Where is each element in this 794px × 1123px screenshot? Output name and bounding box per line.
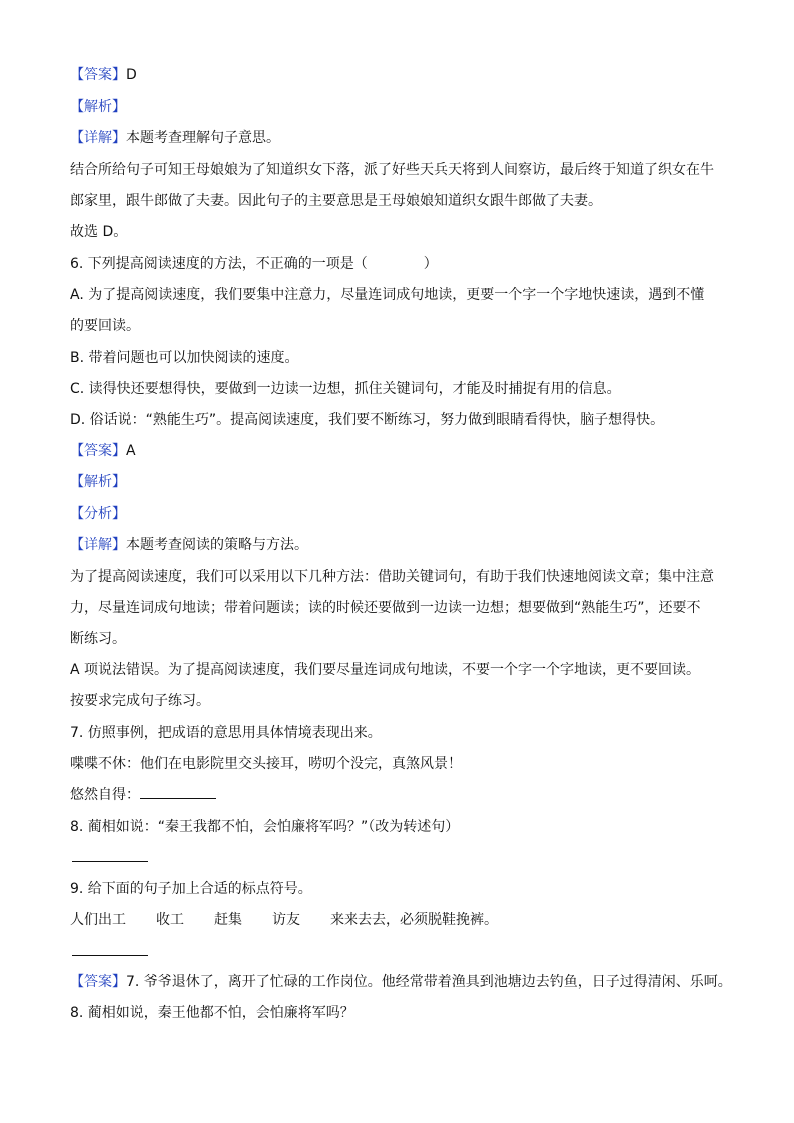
answer-tag: 【答案】 [70, 443, 126, 459]
q9-question: 9. 给下面的句子加上合适的标点符号。 [70, 881, 312, 897]
q6-analysis-tag [70, 473, 126, 491]
q8-answer-blank[interactable] [72, 861, 148, 862]
q6-option-b: B. 带着问题也可以加快阅读的速度。 [70, 350, 299, 366]
q6-question: 6. 下列提高阅读速度的方法，不正确的一项是（ ） [70, 256, 438, 272]
q6-answer-line [70, 442, 136, 460]
q5-paragraph-2: 郎家里，跟牛郎做了夫妻。因此句子的主要意思是王母娘娘知道织女跟牛郎做了夫妻。 [70, 193, 602, 209]
q8-question: 8. 蔺相如说：“秦王我都不怕，会怕廉将军吗？”（改为转述句） [70, 819, 460, 835]
q5-analysis-tag [70, 98, 126, 116]
answers-7-8-line [70, 973, 732, 991]
q9-word: 访友 [272, 912, 300, 928]
section-instruction: 按要求完成句子练习。 [70, 693, 210, 709]
fenxi-tag: 【分析】 [70, 506, 126, 522]
answer-tag: 【答案】 [70, 974, 126, 990]
q6-detail-line [70, 536, 308, 554]
q9-word: 赶集 [214, 912, 242, 928]
answer-8: 8. 蔺相如说，秦王他都不怕，会怕廉将军吗？ [70, 1005, 354, 1021]
q9-sentence [70, 911, 498, 929]
analysis-tag: 【解析】 [70, 99, 126, 115]
answer-7: 7. 爷爷退休了，离开了忙碌的工作岗位。他经常带着渔具到池塘边去钓鱼，日子过得清闲、乐呵。 [126, 974, 732, 990]
q6-option-d: D. 俗话说：“熟能生巧”。提高阅读速度，我们要不断练习，努力做到眼睛看得快，脑子想得快。 [70, 412, 665, 428]
analysis-tag: 【解析】 [70, 474, 126, 490]
q6-fenxi-tag [70, 505, 126, 523]
q9-word: 人们出工 [70, 912, 126, 928]
q7-task: 悠然自得： [70, 787, 140, 803]
answer-tag: 【答案】 [70, 67, 126, 83]
detail-tag: 【详解】 [70, 537, 126, 553]
q5-answer-line [70, 66, 137, 84]
q6-paragraph-3: 断练习。 [70, 631, 126, 647]
answer-value: D [126, 67, 137, 83]
q5-paragraph-1: 结合所给句子可知王母娘娘为了知道织女下落，派了好些天兵天将到人间察访，最后终于知道了织女在牛 [70, 162, 714, 178]
q5-paragraph-3: 故选 D。 [70, 224, 128, 240]
detail-tag: 【详解】 [70, 130, 126, 146]
q7-example: 喋喋不休：他们在电影院里交头接耳，唠叨个没完，真煞风景！ [70, 756, 462, 772]
q6-option-c: C. 读得快还要想得快，要做到一边读一边想，抓住关键词句，才能及时捕捉有用的信息。 [70, 381, 621, 397]
detail-text: 本题考查理解句子意思。 [126, 130, 280, 146]
q6-paragraph-4: A 项说法错误。为了提高阅读速度，我们要尽量连词成句地读，不要一个字一个字地读，更不要回读。 [70, 662, 701, 678]
q6-paragraph-1: 为了提高阅读速度，我们可以采用以下几种方法：借助关键词句，有助于我们快速地阅读文章；集中注意 [70, 569, 714, 585]
detail-text: 本题考查阅读的策略与方法。 [126, 537, 308, 553]
q5-detail-line [70, 129, 280, 147]
q7-task-line [70, 786, 216, 804]
q7-question: 7. 仿照事例，把成语的意思用具体情境表现出来。 [70, 725, 382, 741]
q9-word: 收工 [156, 912, 184, 928]
answer-value: A [126, 443, 136, 459]
q6-option-a-line2: 的要回读。 [70, 318, 140, 334]
answer-blank[interactable] [140, 786, 216, 799]
q9-word: 来来去去，必须脱鞋挽裤。 [330, 912, 498, 928]
q6-option-a-line1: A. 为了提高阅读速度，我们要集中注意力，尽量连词成句地读，更要一个字一个字地快速读，遇到不懂 [70, 287, 705, 303]
q9-answer-blank[interactable] [72, 955, 148, 956]
q6-paragraph-2: 力，尽量连词成句地读；带着问题读；读的时候还要做到一边读一边想；想要做到“熟能生巧”，还要不 [70, 600, 701, 616]
